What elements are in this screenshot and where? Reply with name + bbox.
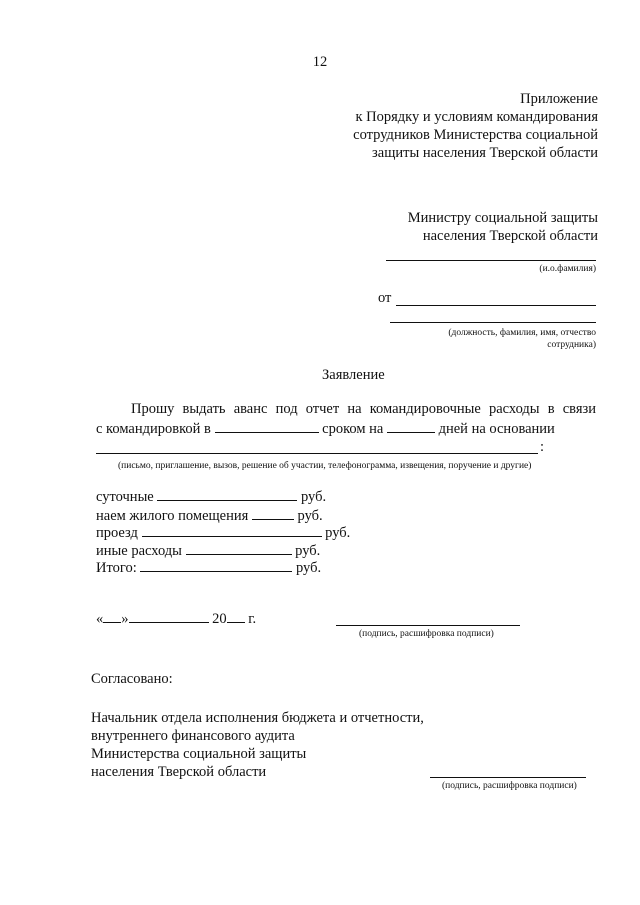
position-caption: (должность, фамилия, имя, отчество сотрудника) [448,328,596,350]
from-label: от [378,290,392,306]
expense-amount-field[interactable] [252,507,294,520]
expense-amount-field[interactable] [142,524,322,537]
body-line-2: с командировкой в сроком на дней на основании [96,421,555,437]
appendix-title: Приложение [520,91,598,107]
document-title: Заявление [322,367,385,383]
expense-row: наем жилого помещения руб. [96,508,323,524]
expense-row: иные расходы руб. [96,543,321,559]
approver-signature-caption: (подпись, расшифровка подписи) [442,781,577,791]
expense-amount-field[interactable] [157,488,297,501]
expense-amount-field[interactable] [186,542,292,555]
destination-field[interactable] [215,420,319,433]
year-field[interactable] [227,610,245,623]
addressee-name-line[interactable] [386,260,596,261]
from-line[interactable] [396,305,596,306]
signature-caption: (подпись, расшифровка подписи) [359,629,494,639]
name-caption: (и.о.фамилия) [539,264,596,274]
applicant-signature-line[interactable] [336,625,520,626]
expense-total-field[interactable] [140,559,292,572]
month-field[interactable] [129,610,209,623]
expense-row: суточные руб. [96,489,327,505]
page-number: 12 [312,54,328,70]
position-line[interactable] [390,322,596,323]
approval-block: Начальник отдела исполнения бюджета и отчетности, внутреннего финансового аудита Министерства социальной защиты населения Тверской области [91,710,424,780]
expense-row-total: Итого: руб. [96,560,322,576]
addressee-line: населения Тверской области [422,228,598,244]
appendix-line: к Порядку и условиям командирования [355,109,598,125]
appendix-line: сотрудников Министерства социальной [353,127,598,143]
appendix-block [353,90,598,162]
addressee-line: Министру социальной защиты [407,210,598,226]
date-line: « » 20 г. [96,611,257,627]
duration-field[interactable] [387,420,435,433]
approval-label: Согласовано: [91,671,173,687]
basis-caption: (письмо, приглашение, вызов, решение об участии, телефонограмма, извещения, поручение и другие) [118,461,532,471]
addressee-block [408,209,598,245]
approver-signature-line[interactable] [430,777,586,778]
appendix-line: защиты населения Тверской области [372,145,598,161]
body-line-1: Прошу выдать аванс под отчет на командировочные расходы в связи [131,401,596,417]
basis-colon: : [540,439,545,455]
basis-field[interactable] [96,453,538,454]
day-field[interactable] [103,610,121,623]
expense-row: проезд руб. [96,525,351,541]
